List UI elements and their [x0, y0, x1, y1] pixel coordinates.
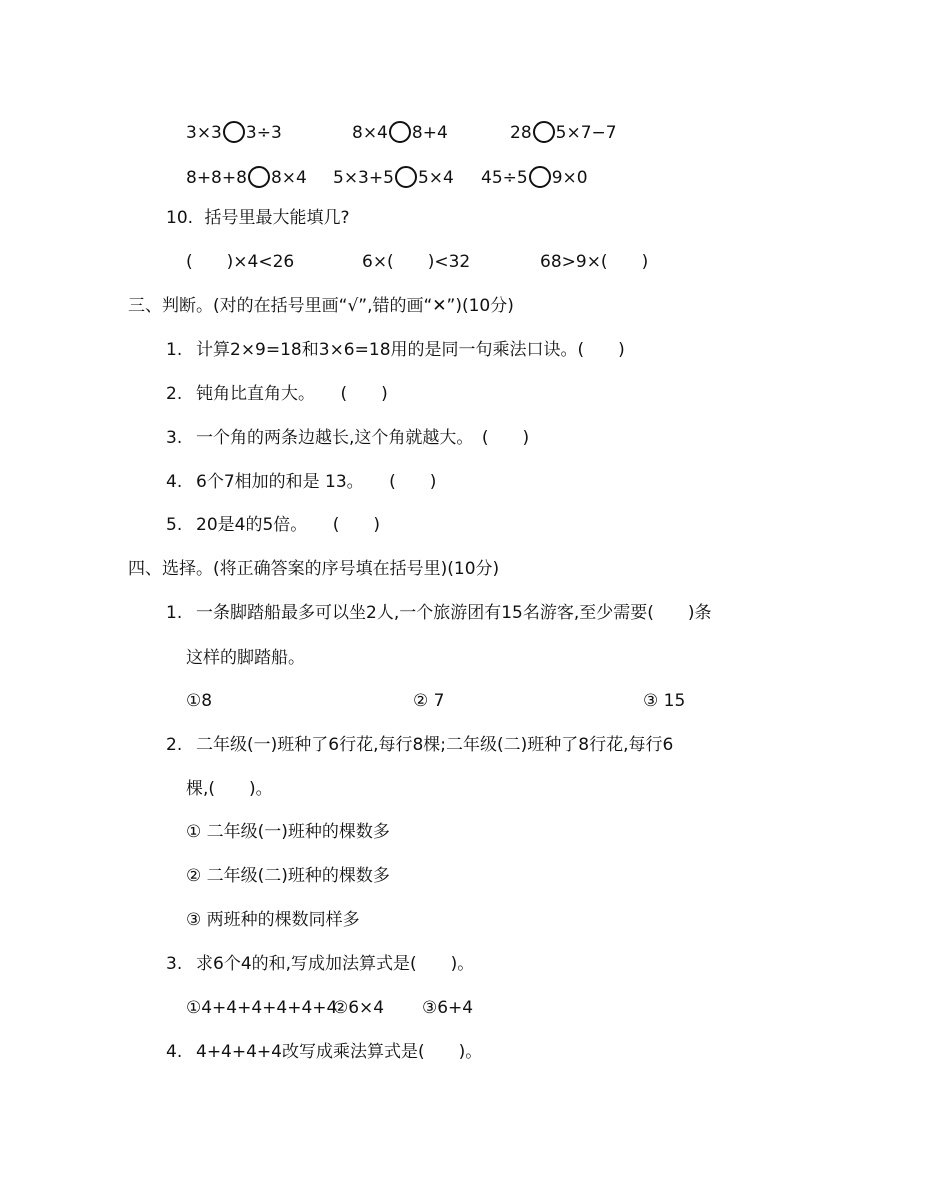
compare-item: [510, 121, 617, 144]
compare-right: 5×4: [417, 168, 454, 188]
compare-row-2c: [481, 166, 588, 189]
item-text[interactable]: 计算2×9=18和3×6=18用的是同一句乘法口诀。( ): [196, 340, 625, 360]
q10-item-2[interactable]: 6×( )<32: [362, 252, 471, 272]
section-4-heading: 四、选择。(将正确答案的序号填在括号里)(10分): [128, 559, 500, 579]
choice-q3-option-1[interactable]: ①4+4+4+4+4+4: [186, 998, 338, 1018]
choice-q1-option-1[interactable]: ①8: [186, 691, 213, 711]
choice-q1-line2: 这样的脚踏船。: [186, 648, 305, 668]
item-number: 2.: [166, 735, 183, 755]
item-number: 4.: [166, 472, 183, 492]
question-text: 4+4+4+4改写成乘法算式是( )。: [196, 1042, 483, 1062]
item-text[interactable]: 6个7相加的和是 13。 ( ): [196, 472, 437, 492]
answer-circle[interactable]: [533, 121, 555, 143]
answer-circle[interactable]: [395, 166, 417, 188]
question-number: 10.: [166, 208, 194, 228]
judge-item-4: [166, 471, 436, 493]
question-text: 一条脚踏船最多可以坐2人,一个旅游团有15名游客,至少需要( )条: [196, 603, 712, 623]
choice-q3-option-3[interactable]: ③6+4: [422, 998, 474, 1018]
judge-item-2: [166, 383, 388, 405]
item-text[interactable]: 钝角比直角大。 ( ): [196, 384, 388, 404]
choice-q2-option-2[interactable]: ② 二年级(二)班种的棵数多: [186, 866, 390, 886]
choice-q3: [166, 953, 474, 975]
judge-item-1: [166, 339, 625, 361]
answer-circle[interactable]: [529, 166, 551, 188]
compare-item: [333, 166, 454, 189]
item-number: 1.: [166, 603, 183, 623]
item-number: 3.: [166, 954, 183, 974]
choice-q2-line2: 棵,( )。: [186, 779, 273, 799]
q10-item-3[interactable]: 68>9×( ): [540, 252, 649, 272]
question-text: 括号里最大能填几?: [204, 208, 350, 228]
compare-item: [352, 121, 448, 144]
compare-left: 8+8+8: [186, 168, 247, 188]
compare-left: 45÷5: [481, 168, 528, 188]
q10-item-1[interactable]: ( )×4<26: [186, 252, 295, 272]
question-text: 二年级(一)班种了6行花,每行8棵;二年级(二)班种了8行花,每行6: [196, 735, 674, 755]
item-number: 5.: [166, 515, 183, 535]
section-3-heading: 三、判断。(对的在括号里画“√”,错的画“✕”)(10分): [128, 296, 514, 316]
compare-row-1b: [352, 121, 448, 144]
judge-item-3: [166, 427, 529, 449]
compare-item: [481, 166, 588, 189]
compare-row-1c: [510, 121, 617, 144]
compare-item: [186, 121, 282, 144]
compare-right: 9×0: [551, 168, 588, 188]
item-number: 3.: [166, 428, 183, 448]
choice-q1: [166, 602, 712, 624]
choice-q2: [166, 734, 673, 756]
choice-q2-option-1[interactable]: ① 二年级(一)班种的棵数多: [186, 822, 390, 842]
compare-left: 3×3: [186, 123, 222, 143]
judge-item-5: [166, 514, 380, 536]
compare-left: 8×4: [352, 123, 388, 143]
compare-right: 8×4: [270, 168, 307, 188]
answer-circle[interactable]: [248, 166, 270, 188]
choice-q4: [166, 1041, 482, 1063]
choice-q2-option-3[interactable]: ③ 两班种的棵数同样多: [186, 910, 360, 930]
compare-left: 28: [510, 123, 532, 143]
compare-row-1: [186, 121, 282, 144]
item-text[interactable]: 20是4的5倍。 ( ): [196, 515, 381, 535]
compare-right: 3÷3: [245, 123, 282, 143]
compare-right: 8+4: [411, 123, 448, 143]
choice-q1-option-2[interactable]: ② 7: [413, 691, 445, 711]
question-10: [166, 207, 349, 229]
compare-row-2b: [333, 166, 454, 189]
compare-row-2a: [186, 166, 307, 189]
item-number: 2.: [166, 384, 183, 404]
choice-q1-option-3[interactable]: ③ 15: [643, 691, 686, 711]
answer-circle[interactable]: [389, 121, 411, 143]
compare-right: 5×7−7: [555, 123, 617, 143]
answer-circle[interactable]: [223, 121, 245, 143]
compare-left: 5×3+5: [333, 168, 394, 188]
compare-item: [186, 166, 307, 189]
item-number: 1.: [166, 340, 183, 360]
item-text[interactable]: 一个角的两条边越长,这个角就越大。 ( ): [196, 428, 530, 448]
choice-q3-option-2[interactable]: ②6×4: [333, 998, 385, 1018]
item-number: 4.: [166, 1042, 183, 1062]
question-text: 求6个4的和,写成加法算式是( )。: [196, 954, 475, 974]
